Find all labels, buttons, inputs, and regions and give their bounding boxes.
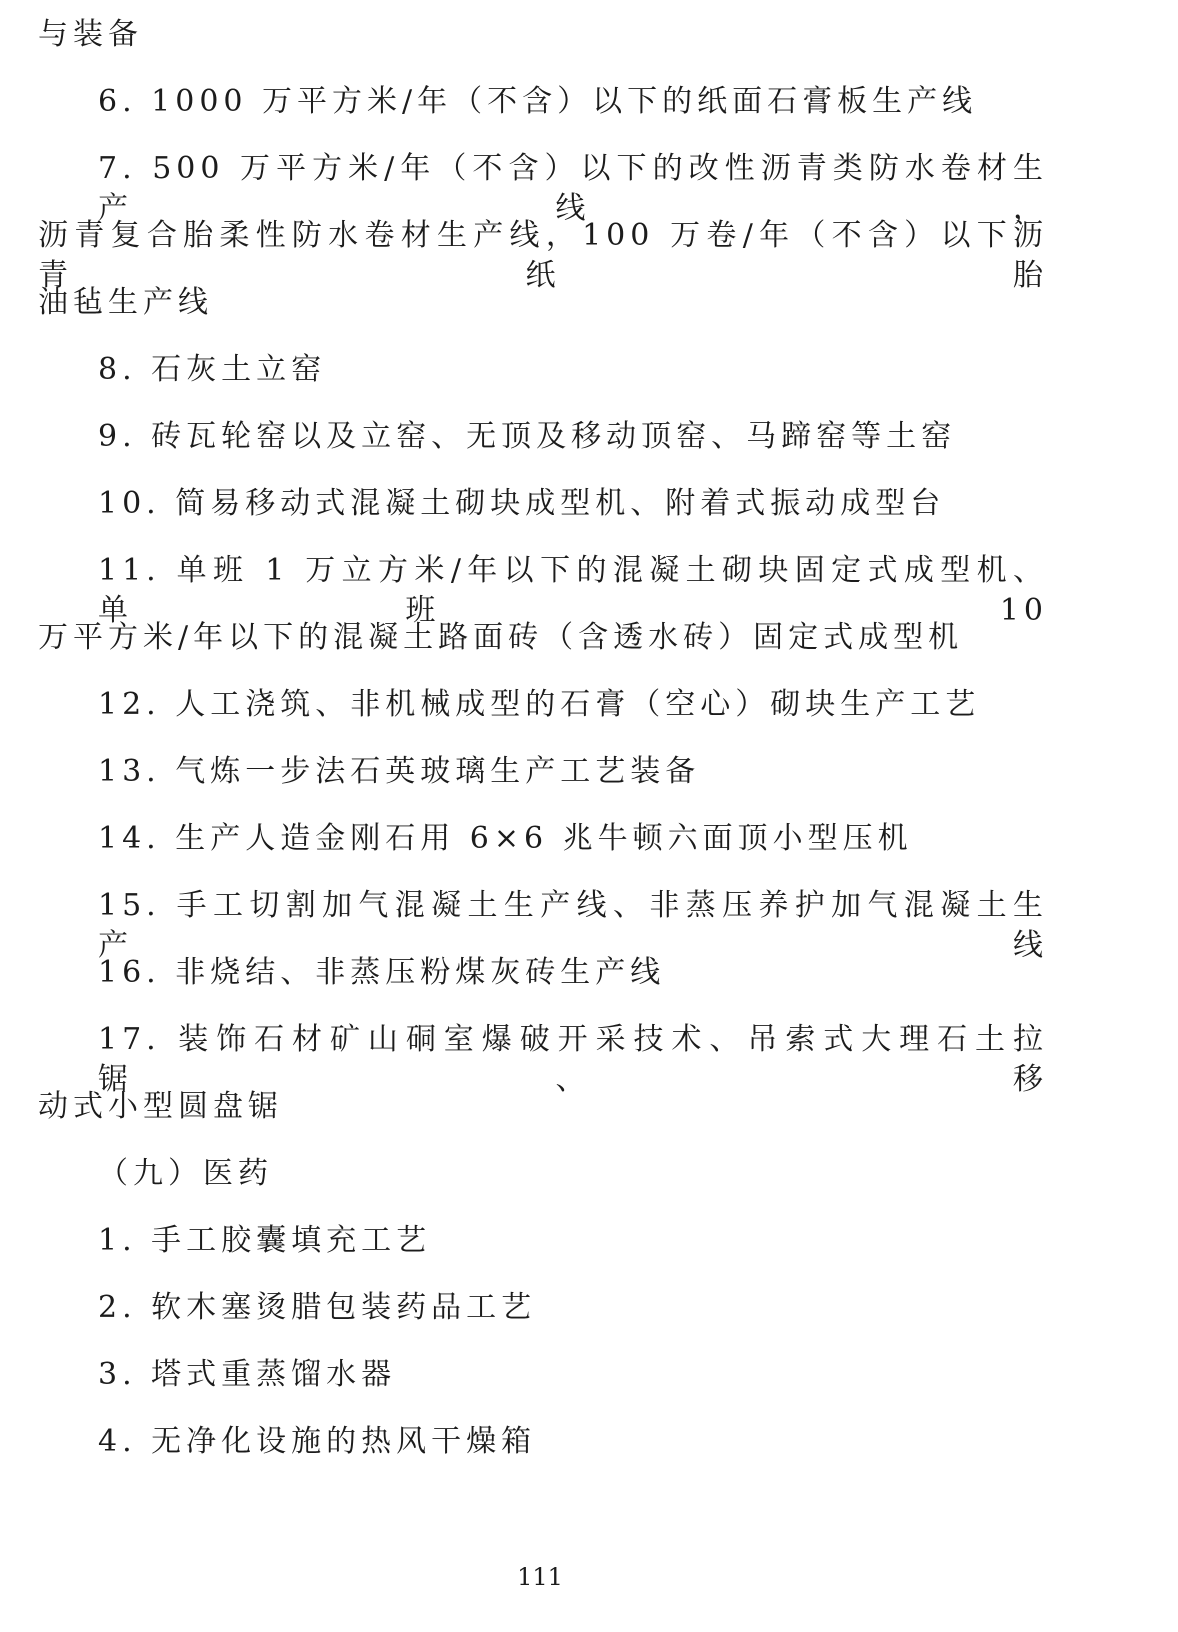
list-item-6: 6. 1000 万平方米/年（不含）以下的纸面石膏板生产线 [98, 84, 978, 119]
text-line-continuation: 与装备 [38, 17, 143, 52]
list-item-12: 12. 人工浇筑、非机械成型的石膏（空心）砌块生产工艺 [98, 687, 981, 722]
section-heading: （九）医药 [98, 1156, 273, 1191]
list-item-3: 3. 塔式重蒸馏水器 [98, 1357, 397, 1392]
list-item-17-continuation: 动式小型圆盘锯 [38, 1089, 283, 1124]
list-item-2: 2. 软木塞烫腊包装药品工艺 [98, 1290, 537, 1325]
list-item-4: 4. 无净化设施的热风干燥箱 [98, 1424, 537, 1459]
list-item-14: 14. 生产人造金刚石用 6×6 兆牛顿六面顶小型压机 [98, 821, 913, 856]
list-item-17: 17. 装饰石材矿山硐室爆破开采技术、吊索式大理石土拉锯、移 [98, 1022, 1048, 1097]
list-item-13: 13. 气炼一步法石英玻璃生产工艺装备 [98, 754, 701, 789]
list-item-16: 16. 非烧结、非蒸压粉煤灰砖生产线 [98, 955, 666, 990]
list-item-7-continuation-end: 油毡生产线 [38, 285, 213, 320]
list-item-11: 11. 单班 1 万立方米/年以下的混凝土砌块固定式成型机、单班 10 [98, 553, 1048, 628]
list-item-10: 10. 简易移动式混凝土砌块成型机、附着式振动成型台 [98, 486, 946, 521]
list-item-7-continuation: 沥青复合胎柔性防水卷材生产线，100 万卷/年（不含）以下沥青纸胎 [38, 218, 1048, 293]
list-item-8: 8. 石灰土立窑 [98, 352, 327, 387]
page-number: 111 [517, 1563, 563, 1591]
list-item-11-continuation: 万平方米/年以下的混凝土路面砖（含透水砖）固定式成型机 [38, 620, 964, 655]
list-item-9: 9. 砖瓦轮窑以及立窑、无顶及移动顶窑、马蹄窑等土窑 [98, 419, 957, 454]
list-item-1: 1. 手工胶囊填充工艺 [98, 1223, 432, 1258]
list-item-15: 15. 手工切割加气混凝土生产线、非蒸压养护加气混凝土生产线 [98, 888, 1048, 963]
list-item-7: 7. 500 万平方米/年（不含）以下的改性沥青类防水卷材生产线， [98, 151, 1048, 226]
